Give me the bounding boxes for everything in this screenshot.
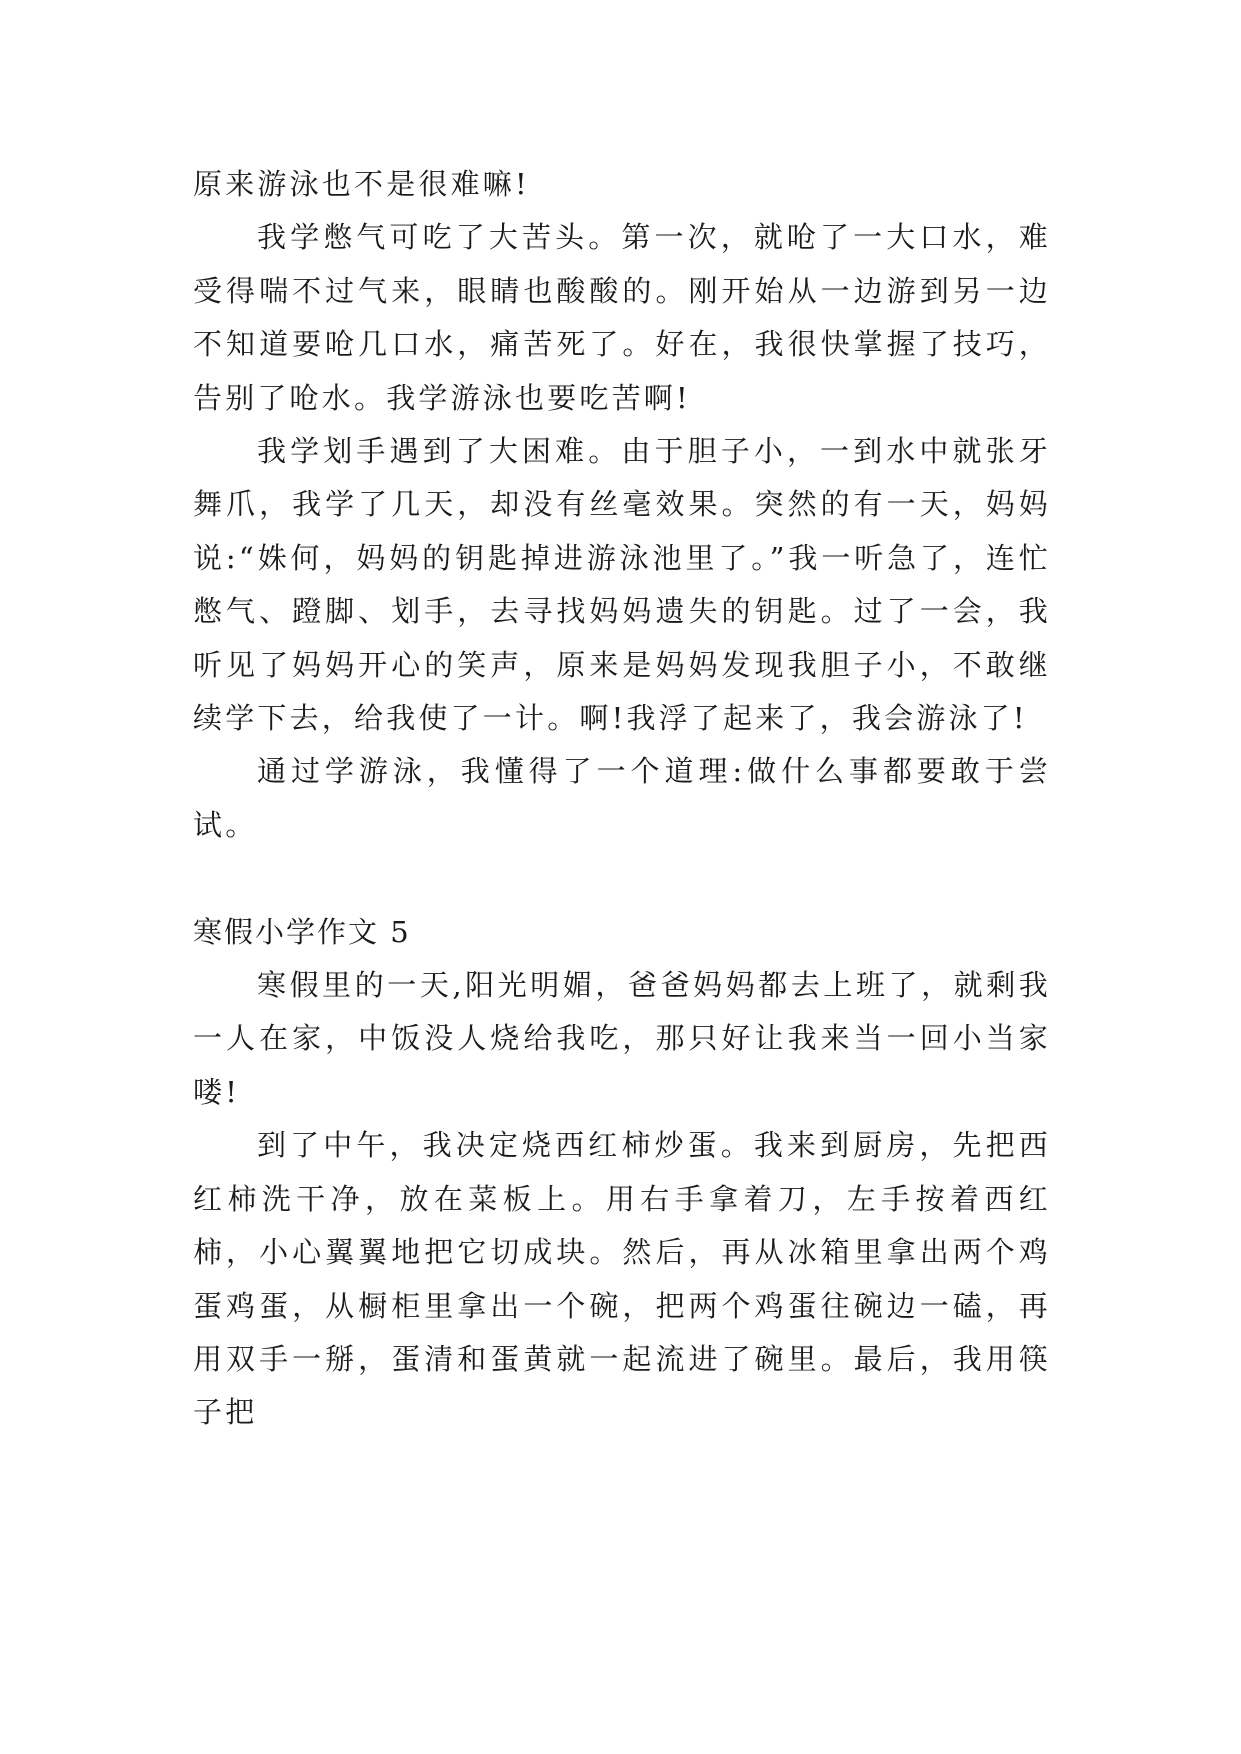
section-title: 寒假小学作文 5 [193, 914, 411, 949]
paragraph-arm-stroke: 我学划手遇到了大困难。由于胆子小，一到水中就张牙舞爪，我学了几天，却没有丝毫效果。突然的有一天，妈妈说:“姝何，妈妈的钥匙掉进游泳池里了。”我一听急了，连忙憋气、蹬脚、划手，去寻找妈妈遗失的钥匙。过了一会，我听见了妈妈开心的笑声，原来是妈妈发现我胆子小，不敢继续学下去，给我使了一计。啊!我浮了起来了，我会游泳了! [193, 434, 1051, 736]
paragraph-holding-breath: 我学憋气可吃了大苦头。第一次，就呛了一大口水，难受得喘不过气来，眼睛也酸酸的。刚开始从一边游到另一边不知道要呛几口水，痛苦死了。好在，我很快掌握了技巧，告别了呛水。我学游泳也要吃苦啊! [193, 220, 1051, 415]
paragraph-winter-day: 寒假里的一天,阳光明媚，爸爸妈妈都去上班了，就剩我一人在家，中饭没人烧给我吃，那只好让我来当一回小当家喽! [193, 968, 1051, 1109]
paragraph-lesson: 通过学游泳，我懂得了一个道理:做什么事都要敢于尝试。 [193, 754, 1051, 842]
document-body [193, 158, 1051, 1440]
paragraph-continuation: 原来游泳也不是很难嘛! [193, 167, 530, 201]
paragraph-cooking: 到了中午，我决定烧西红柿炒蛋。我来到厨房，先把西红柿洗干净，放在菜板上。用右手拿着刀，左手按着西红柿，小心翼翼地把它切成块。然后，再从冰箱里拿出两个鸡蛋鸡蛋，从橱柜里拿出一个碗，把两个鸡蛋往碗边一磕，再用双手一掰，蛋清和蛋黄就一起流进了碗里。最后，我用筷子把 [193, 1128, 1051, 1430]
